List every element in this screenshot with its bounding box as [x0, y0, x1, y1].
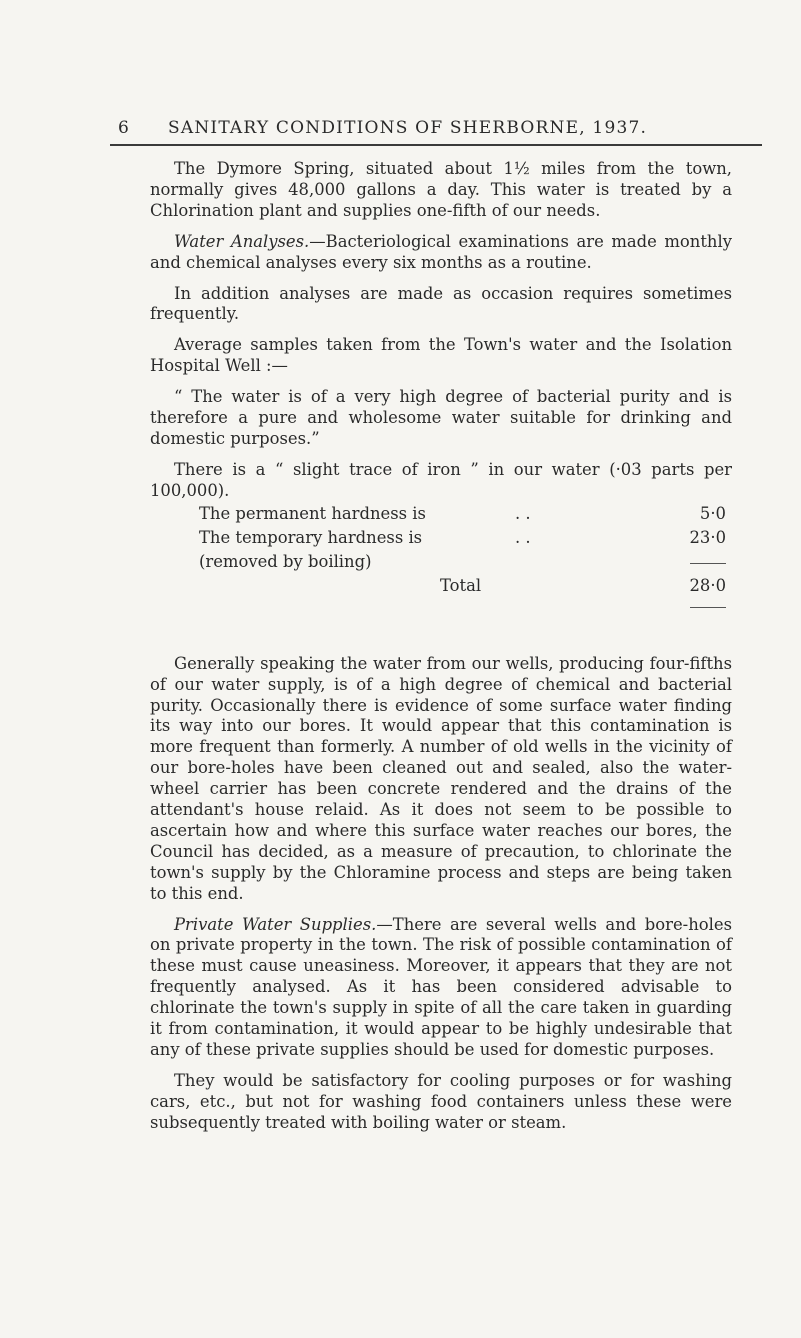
- row-label: (removed by boiling): [199, 551, 372, 571]
- table-row: [150, 528, 732, 550]
- page-number: 6: [118, 118, 131, 138]
- row-label: The temporary hardness is: [199, 527, 423, 547]
- paragraph-wells-purity: Generally speaking the water from our wells, producing four-fifths of our water supply, is of a high degree of chemical and bacterial purity. Occasionally there is evidence of some surface water finding its way into our bores. It would appear that this contamination is more frequent than formerly. A number of old wells in the vicinity of our bore-holes have been cleaned out and sealed, also the water-wheel carrier has been concrete rendered and the drains of the attendant's house relaid. As it does not seem to be possible to ascertain how and where this surface water reaches our bores, the Council has decided, as a measure of precaution, to chlorinate the town's supply by the Chloramine process and steps are being taken to this end.: [150, 653, 732, 903]
- total-rule: [690, 607, 726, 608]
- private-supplies-text: —There are several wells and bore-holes on private property in the town. The risk of possible contamination of these must cause uneasiness. Moreover, it appears that they are not frequently analysed. As it has been considered advisable to chlorinate the town's supply in spite of all the care taken in guarding it from contamination, it would appear to be highly undesirable that any of these private supplies should be used for domestic purposes.: [150, 914, 732, 1059]
- paragraph-additional-analyses: In addition analyses are made as occasion requires sometimes frequently.: [150, 283, 732, 324]
- table-total-row: [150, 576, 732, 598]
- running-header: [0, 102, 801, 138]
- table-row: [150, 552, 732, 574]
- sum-rule: [690, 563, 726, 564]
- row-dots: . .: [515, 527, 531, 547]
- header-rule: [110, 144, 762, 146]
- private-supplies-heading: Private Water Supplies.: [174, 914, 377, 934]
- water-analyses-text: —Bacteriological examinations are made monthly and chemical analyses every six months as a routine.: [150, 231, 732, 272]
- total-value: 28·0: [689, 575, 726, 595]
- row-label: The permanent hardness is: [199, 503, 426, 523]
- paragraph-private-supplies: [150, 915, 732, 1061]
- row-value: 23·0: [689, 527, 726, 547]
- table-row: [150, 504, 732, 526]
- paragraph-quote: “ The water is of a very high degree of bacterial purity and is therefore a pure and wholesome water suitable for drinking and domestic purposes.”: [150, 387, 732, 448]
- paragraph-average-samples: Average samples taken from the Town's water and the Isolation Hospital Well :—: [150, 335, 732, 376]
- paragraph-cooling-purposes: They would be satisfactory for cooling purposes or for washing cars, etc., but not for washing food containers unless these were subsequently treated with boiling water or steam.: [150, 1070, 732, 1132]
- paragraph-iron-trace: There is a “ slight trace of iron ” in our water (·03 parts per 100,000).: [150, 459, 732, 500]
- total-label: Total: [440, 575, 482, 595]
- water-analyses-heading: Water Analyses.: [174, 231, 310, 251]
- row-dots: . .: [515, 503, 531, 523]
- row-value: 5·0: [699, 503, 726, 523]
- paragraph-water-analyses: [150, 232, 732, 274]
- body-text: [150, 159, 732, 1144]
- hardness-table: [150, 504, 732, 642]
- paragraph-dymore-spring: The Dymore Spring, situated about 1½ miles from the town, normally gives 48,000 gallons a day. This water is treated by a Chlorination plant and supplies one-fifth of our needs.: [150, 159, 732, 220]
- header-title: SANITARY CONDITIONS OF SHERBORNE, 1937.: [168, 118, 648, 138]
